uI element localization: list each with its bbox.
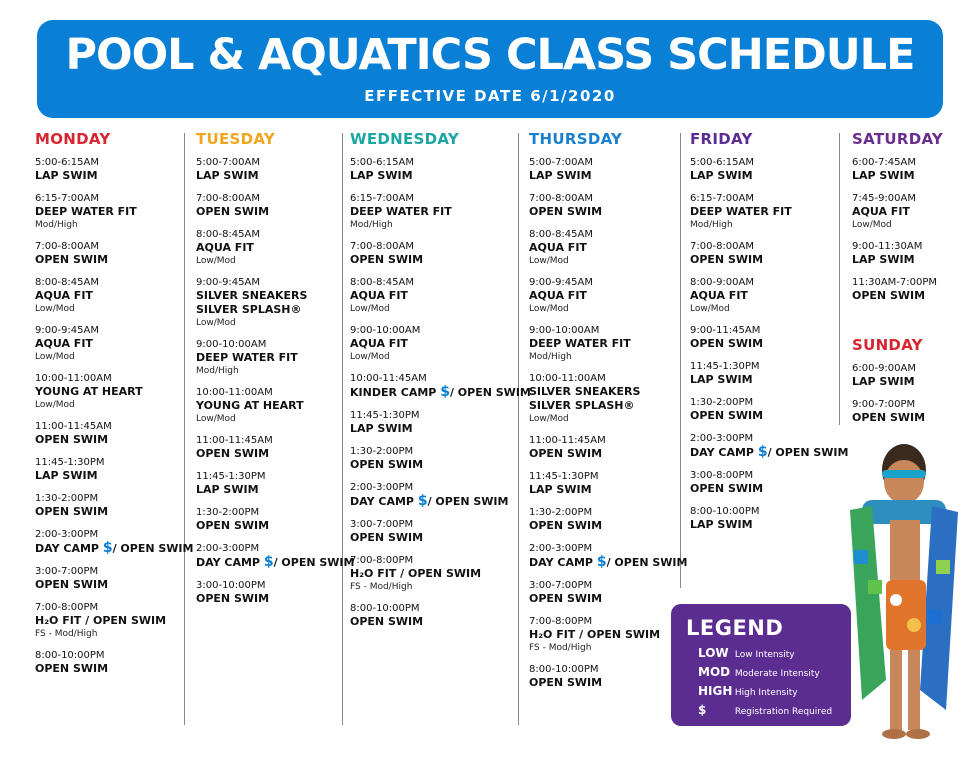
entry-time: 7:00-8:00PM (350, 555, 414, 566)
entry-time: 3:00-7:00PM (350, 519, 414, 530)
entry-class: OPEN SWIM (529, 447, 603, 460)
entry-class: OPEN SWIM (690, 482, 764, 495)
schedule-entry (35, 276, 193, 315)
entry-time: 9:00-11:45AM (690, 325, 761, 336)
entry-class: DEEP WATER FIT (35, 205, 137, 218)
entry-class: OPEN SWIM (35, 433, 109, 446)
entry-intensity: Low/Mod (529, 304, 569, 314)
schedule-entry (35, 372, 193, 411)
schedule-entry (529, 192, 687, 219)
entry-intensity: Low/Mod (529, 414, 569, 424)
class-name: DAY CAMP (35, 542, 103, 555)
entry-class (196, 555, 354, 570)
entry-class: OPEN SWIM (529, 519, 603, 532)
column-monday (35, 130, 193, 685)
schedule-entry (529, 542, 687, 570)
schedule-entry (35, 528, 193, 556)
schedule-entry (690, 505, 848, 532)
entry-time: 8:00-10:00PM (35, 650, 105, 661)
entry-time: 6:15-7:00AM (35, 193, 99, 204)
entry-time: 2:00-3:00PM (529, 543, 593, 554)
entry-time: 7:00-8:00PM (35, 602, 99, 613)
schedule-entry (350, 445, 531, 472)
entry-time: 10:00-11:00AM (529, 373, 606, 384)
schedule-entry (690, 156, 848, 183)
entry-time: 11:45-1:30PM (196, 471, 266, 482)
entry-time: 1:30-2:00PM (529, 507, 593, 518)
schedule-entry (350, 602, 531, 629)
entry-intensity: Low/Mod (852, 220, 892, 230)
schedule-entry (529, 470, 687, 497)
entry-intensity: Low/Mod (196, 414, 236, 424)
column-tuesday (196, 130, 354, 615)
entry-intensity: FS - Mod/High (350, 582, 413, 592)
schedule-entry (35, 240, 193, 267)
entry-time: 8:00-9:00AM (690, 277, 754, 288)
schedule-entry (350, 324, 531, 363)
entry-class: DEEP WATER FIT (196, 351, 298, 364)
legend-key: LOW (698, 646, 729, 660)
schedule-entry (196, 470, 354, 497)
entry-class: LAP SWIM (350, 169, 413, 182)
schedule-entry (35, 649, 193, 676)
class-name-suffix: / OPEN SWIM (449, 386, 531, 399)
schedule-entry (529, 615, 687, 654)
entry-class: AQUA FIT (852, 205, 910, 218)
schedule-entry (35, 456, 193, 483)
legend-item (698, 703, 832, 717)
registration-dollar-icon: $ (263, 554, 274, 570)
entry-class: LAP SWIM (529, 483, 592, 496)
entry-class: LAP SWIM (852, 375, 915, 388)
entry-time: 1:30-2:00PM (350, 446, 414, 457)
column-thursday (529, 130, 687, 699)
column-sunday (852, 336, 925, 434)
entry-class (35, 541, 193, 556)
schedule-entry (529, 228, 687, 267)
class-name-suffix: / OPEN SWIM (273, 556, 355, 569)
entry-class: LAP SWIM (35, 469, 98, 482)
schedule-entry (35, 420, 193, 447)
entry-class: YOUNG AT HEART (196, 399, 304, 412)
entry-time: 8:00-10:00PM (529, 664, 599, 675)
schedule-entry (196, 506, 354, 533)
entry-time: 7:00-8:00PM (529, 616, 593, 627)
entry-class: SILVER SNEAKERS (529, 385, 641, 398)
entry-class: OPEN SWIM (852, 289, 926, 302)
page-title: POOL & AQUATICS CLASS SCHEDULE (65, 30, 915, 80)
schedule-entry (690, 432, 848, 460)
entry-class: LAP SWIM (35, 169, 98, 182)
legend-desc: Registration Required (734, 707, 833, 717)
entry-class-line2: SILVER SPLASH® (529, 399, 635, 412)
schedule-entry (529, 663, 687, 690)
entry-class: YOUNG AT HEART (35, 385, 143, 398)
entry-intensity: Low/Mod (35, 352, 75, 362)
entry-class (529, 555, 687, 570)
schedule-entry (35, 156, 193, 183)
entry-time: 6:00-9:00AM (852, 363, 916, 374)
schedule-entry (35, 492, 193, 519)
entry-time: 1:30-2:00PM (196, 507, 260, 518)
schedule-entry (196, 276, 354, 329)
schedule-entry (852, 156, 943, 183)
entry-time: 11:45-1:30PM (350, 410, 420, 421)
schedule-entry (852, 192, 943, 231)
entry-time: 11:30AM-7:00PM (852, 277, 938, 288)
class-name-suffix: / OPEN SWIM (112, 542, 194, 555)
legend-item (698, 684, 798, 698)
entry-time: 8:00-8:45AM (350, 277, 414, 288)
class-name: DAY CAMP (529, 556, 597, 569)
entry-time: 8:00-10:00PM (350, 603, 420, 614)
header-banner (37, 20, 943, 118)
registration-dollar-icon: $ (417, 493, 428, 509)
entry-time: 3:00-7:00PM (35, 566, 99, 577)
entry-class: AQUA FIT (529, 289, 587, 302)
entry-class: DEEP WATER FIT (690, 205, 792, 218)
day-heading-thursday: THURSDAY (529, 130, 623, 148)
schedule-entry (529, 579, 687, 606)
entry-time: 2:00-3:00PM (35, 529, 99, 540)
entry-time: 9:00-11:30AM (852, 241, 923, 252)
entry-class: LAP SWIM (690, 373, 753, 386)
entry-time: 6:15-7:00AM (350, 193, 414, 204)
schedule-entry (690, 276, 848, 315)
entry-class: DEEP WATER FIT (529, 337, 631, 350)
entry-time: 11:00-11:45AM (196, 435, 273, 446)
schedule-entry (350, 481, 531, 509)
entry-time: 10:00-11:00AM (196, 387, 273, 398)
schedule-entry (690, 396, 848, 423)
entry-class: OPEN SWIM (350, 531, 424, 544)
entry-class (350, 494, 531, 509)
entry-intensity: Low/Mod (690, 304, 730, 314)
schedule-entry (690, 324, 848, 351)
class-name-suffix: / OPEN SWIM (427, 495, 509, 508)
entry-intensity: Low/Mod (35, 304, 75, 314)
entry-intensity: Low/Mod (196, 256, 236, 266)
class-name: DAY CAMP (350, 495, 418, 508)
schedule-entry (196, 192, 354, 219)
column-friday (690, 130, 848, 541)
schedule-entry (529, 372, 687, 425)
schedule-entry (350, 554, 531, 593)
schedule-entry (35, 601, 193, 640)
entry-class: OPEN SWIM (350, 253, 424, 266)
entry-time: 3:00-7:00PM (529, 580, 593, 591)
schedule-entry (35, 565, 193, 592)
entry-class: OPEN SWIM (529, 592, 603, 605)
legend-desc: Moderate Intensity (734, 669, 820, 679)
legend-desc: Low Intensity (734, 650, 795, 660)
entry-time: 8:00-10:00PM (690, 506, 760, 517)
entry-class: AQUA FIT (690, 289, 748, 302)
entry-class: OPEN SWIM (852, 411, 926, 424)
schedule-entry (350, 240, 531, 267)
entry-class: LAP SWIM (196, 483, 259, 496)
entry-time: 8:00-8:45AM (529, 229, 593, 240)
entry-time: 9:00-10:00AM (529, 325, 600, 336)
entry-time: 8:00-8:45AM (196, 229, 260, 240)
entry-class: H₂O FIT / OPEN SWIM (350, 567, 482, 580)
schedule-entry (852, 362, 925, 389)
entry-class: OPEN SWIM (35, 505, 109, 518)
entry-class: LAP SWIM (350, 422, 413, 435)
entry-class: OPEN SWIM (35, 578, 109, 591)
entry-class: SILVER SNEAKERS (196, 289, 308, 302)
legend-key: $ (698, 703, 707, 717)
day-heading-tuesday: TUESDAY (196, 130, 276, 148)
schedule-entry (690, 192, 848, 231)
entry-class: H₂O FIT / OPEN SWIM (35, 614, 167, 627)
entry-intensity: FS - Mod/High (529, 643, 592, 653)
class-name: KINDER CAMP (350, 386, 441, 399)
schedule-entry (196, 228, 354, 267)
entry-time: 5:00-6:15AM (35, 157, 99, 168)
schedule-entry (690, 360, 848, 387)
entry-time: 10:00-11:00AM (35, 373, 112, 384)
entry-intensity: Mod/High (529, 352, 572, 362)
entry-class: OPEN SWIM (35, 253, 109, 266)
column-wednesday (350, 130, 531, 638)
day-heading-wednesday: WEDNESDAY (350, 130, 460, 148)
entry-class: AQUA FIT (529, 241, 587, 254)
entry-class: OPEN SWIM (350, 615, 424, 628)
schedule-entry (35, 192, 193, 231)
day-heading-monday: MONDAY (35, 130, 111, 148)
day-heading-sunday: SUNDAY (852, 336, 923, 354)
entry-time: 3:00-10:00PM (196, 580, 266, 591)
class-name: DAY CAMP (196, 556, 264, 569)
schedule-entry (350, 372, 531, 400)
day-heading-friday: FRIDAY (690, 130, 753, 148)
schedule-entry (35, 324, 193, 363)
entry-time: 1:30-2:00PM (35, 493, 99, 504)
entry-time: 9:00-9:45AM (529, 277, 593, 288)
schedule-entry (690, 469, 848, 496)
entry-class: LAP SWIM (690, 169, 753, 182)
entry-class: OPEN SWIM (529, 676, 603, 689)
entry-time: 11:45-1:30PM (690, 361, 760, 372)
entry-time: 5:00-7:00AM (196, 157, 260, 168)
registration-dollar-icon: $ (102, 540, 113, 556)
entry-class: LAP SWIM (690, 518, 753, 531)
entry-time: 6:00-7:45AM (852, 157, 916, 168)
entry-class: AQUA FIT (350, 289, 408, 302)
entry-intensity: Low/Mod (529, 256, 569, 266)
entry-time: 2:00-3:00PM (196, 543, 260, 554)
entry-time: 11:45-1:30PM (35, 457, 105, 468)
entry-time: 9:00-9:45AM (35, 325, 99, 336)
schedule-entry (529, 324, 687, 363)
entry-time: 9:00-7:00PM (852, 399, 916, 410)
schedule-entry (196, 579, 354, 606)
entry-time: 10:00-11:45AM (350, 373, 427, 384)
legend-box (671, 604, 851, 726)
legend-key: MOD (698, 665, 731, 679)
entry-class: OPEN SWIM (196, 592, 270, 605)
entry-time: 3:00-8:00PM (690, 470, 754, 481)
entry-time: 7:00-8:00AM (350, 241, 414, 252)
entry-class: OPEN SWIM (196, 447, 270, 460)
entry-time: 1:30-2:00PM (690, 397, 754, 408)
entry-class: DEEP WATER FIT (350, 205, 452, 218)
entry-time: 7:00-8:00AM (196, 193, 260, 204)
entry-class: LAP SWIM (529, 169, 592, 182)
schedule-entry (350, 409, 531, 436)
entry-time: 7:00-8:00AM (35, 241, 99, 252)
entry-time: 2:00-3:00PM (690, 433, 754, 444)
entry-time: 11:45-1:30PM (529, 471, 599, 482)
schedule-entry (350, 192, 531, 231)
column-saturday (852, 130, 943, 312)
schedule-entry (529, 156, 687, 183)
entry-class: OPEN SWIM (35, 662, 109, 675)
schedule-entry (196, 386, 354, 425)
entry-class: OPEN SWIM (690, 409, 764, 422)
entry-class: H₂O FIT / OPEN SWIM (529, 628, 661, 641)
legend-desc: High Intensity (734, 688, 798, 698)
schedule-entry (196, 542, 354, 570)
child-with-towel-photo (842, 440, 966, 745)
entry-class: OPEN SWIM (690, 253, 764, 266)
entry-intensity: Low/Mod (350, 352, 390, 362)
schedule-entry (350, 276, 531, 315)
entry-intensity: Mod/High (350, 220, 393, 230)
registration-dollar-icon: $ (440, 384, 450, 400)
class-name-suffix: / OPEN SWIM (606, 556, 688, 569)
entry-time: 9:00-10:00AM (350, 325, 421, 336)
entry-intensity: Mod/High (35, 220, 78, 230)
entry-time: 5:00-6:15AM (690, 157, 754, 168)
day-heading-saturday: SATURDAY (852, 130, 944, 148)
entry-time: 2:00-3:00PM (350, 482, 414, 493)
entry-time: 9:00-10:00AM (196, 339, 267, 350)
legend-key: HIGH (698, 684, 733, 698)
schedule-entry (529, 434, 687, 461)
schedule-entry (852, 398, 925, 425)
schedule-entry (852, 240, 943, 267)
entry-intensity: Mod/High (690, 220, 733, 230)
entry-class: LAP SWIM (852, 253, 915, 266)
entry-time: 7:00-8:00AM (529, 193, 593, 204)
entry-time: 5:00-7:00AM (529, 157, 593, 168)
entry-class: OPEN SWIM (196, 205, 270, 218)
entry-intensity: Low/Mod (350, 304, 390, 314)
entry-intensity: Low/Mod (35, 400, 75, 410)
entry-class-line2: SILVER SPLASH® (196, 303, 302, 316)
entry-class: AQUA FIT (196, 241, 254, 254)
entry-time: 8:00-8:45AM (35, 277, 99, 288)
schedule-entry (350, 518, 531, 545)
legend-title: LEGEND (686, 616, 784, 640)
entry-class: OPEN SWIM (529, 205, 603, 218)
entry-class: AQUA FIT (350, 337, 408, 350)
registration-dollar-icon: $ (596, 554, 607, 570)
schedule-entry (350, 156, 531, 183)
entry-class: AQUA FIT (35, 337, 93, 350)
entry-class: AQUA FIT (35, 289, 93, 302)
entry-intensity: Mod/High (196, 366, 239, 376)
effective-date: EFFECTIVE DATE 6/1/2020 (364, 87, 616, 105)
schedule-entry (196, 156, 354, 183)
entry-time: 11:00-11:45AM (35, 421, 112, 432)
entry-time: 9:00-9:45AM (196, 277, 260, 288)
entry-time: 7:45-9:00AM (852, 193, 916, 204)
entry-class: OPEN SWIM (196, 519, 270, 532)
schedule-entry (196, 434, 354, 461)
registration-dollar-icon: $ (757, 444, 768, 460)
entry-intensity: FS - Mod/High (35, 629, 98, 639)
entry-class: OPEN SWIM (350, 458, 424, 471)
entry-class: OPEN SWIM (690, 337, 764, 350)
entry-time: 7:00-8:00AM (690, 241, 754, 252)
schedule-entry (852, 276, 943, 303)
class-name-suffix: / OPEN SWIM (767, 446, 849, 459)
entry-time: 11:00-11:45AM (529, 435, 606, 446)
schedule-entry (690, 240, 848, 267)
entry-class: LAP SWIM (852, 169, 915, 182)
entry-class: LAP SWIM (196, 169, 259, 182)
schedule-entry (529, 506, 687, 533)
schedule-entry (529, 276, 687, 315)
entry-time: 5:00-6:15AM (350, 157, 414, 168)
entry-intensity: Low/Mod (196, 318, 236, 328)
entry-class (350, 385, 531, 400)
entry-class (690, 445, 848, 460)
entry-time: 6:15-7:00AM (690, 193, 754, 204)
legend-item (698, 646, 795, 660)
legend-item (698, 665, 820, 679)
class-name: DAY CAMP (690, 446, 758, 459)
schedule-entry (196, 338, 354, 377)
